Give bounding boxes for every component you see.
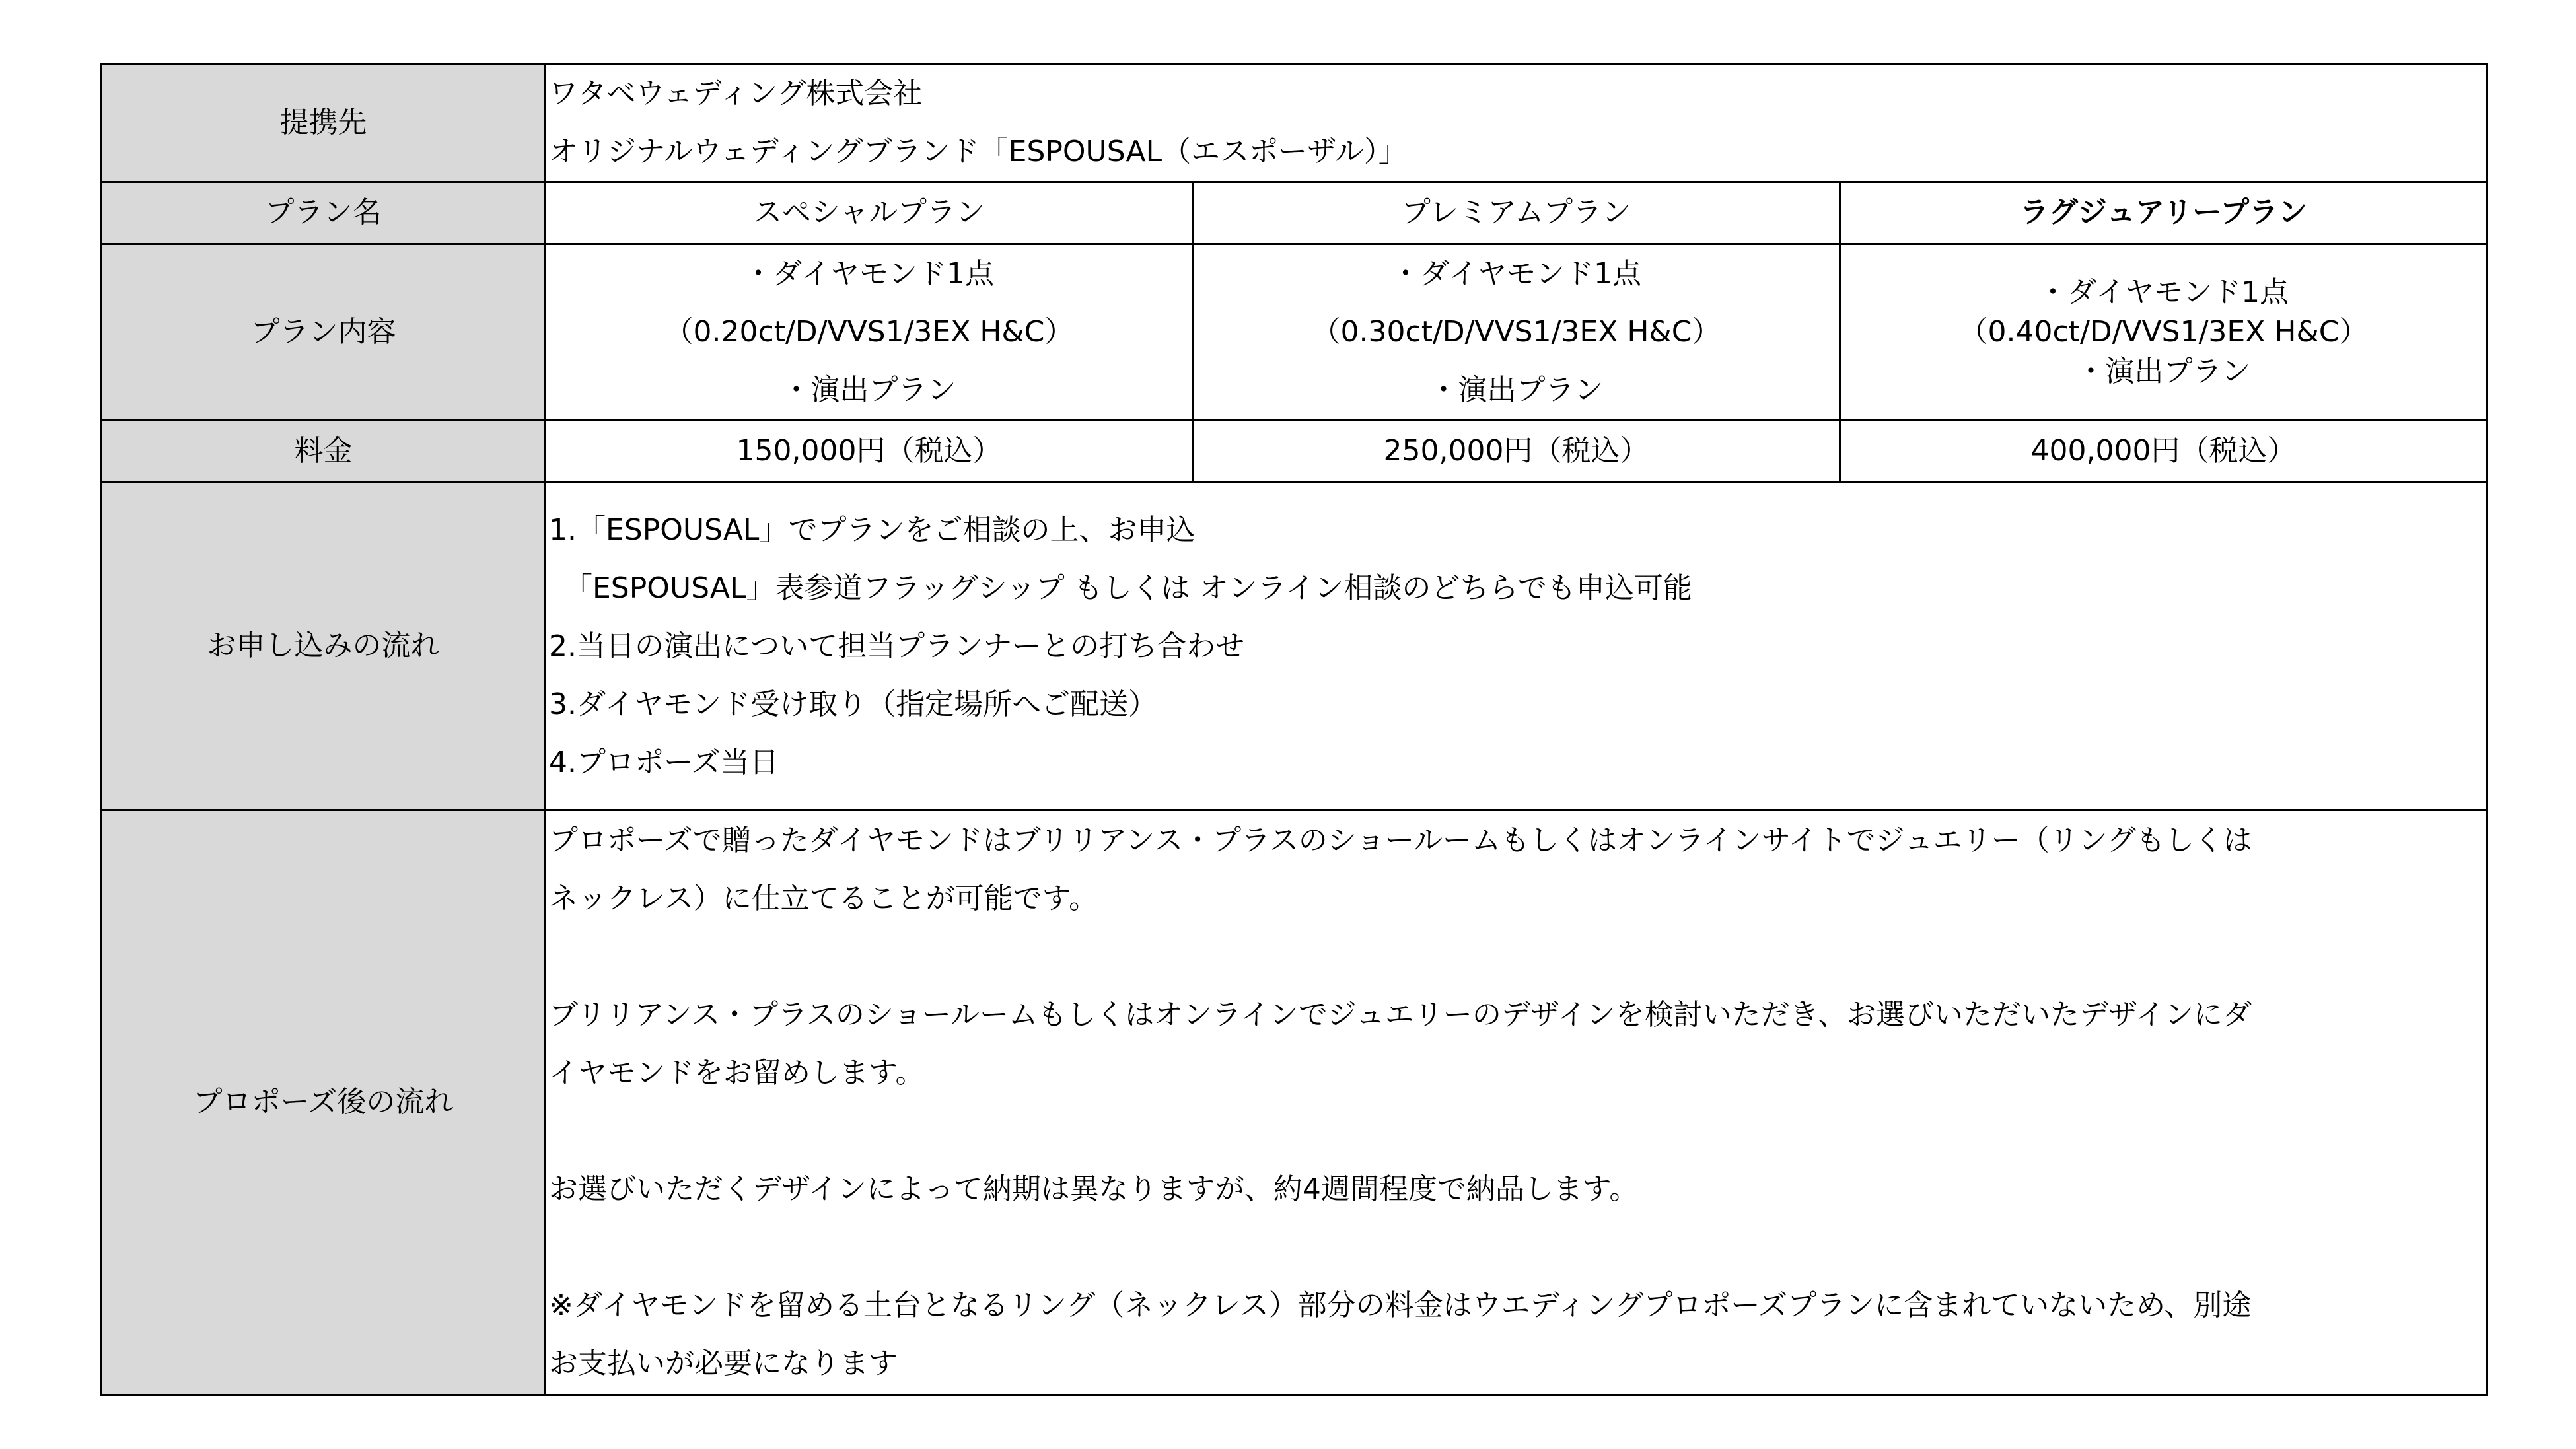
flow-step-1-note: 「ESPOUSAL」表参道フラッグシップ もしくは オンライン相談のどちらでも申込可能 <box>549 571 1692 605</box>
partner-value <box>546 64 2487 182</box>
plan-content-special <box>546 244 1193 421</box>
content-diamond: ・ダイヤモンド1点 <box>743 257 995 291</box>
after-blank-line <box>549 1219 2486 1277</box>
content-spec: （0.30ct/D/VVS1/3EX H&C） <box>1311 315 1721 349</box>
plan-name-premium: プレミアムプラン <box>1193 182 1840 244</box>
after-text-line: イヤモンドをお留めします。 <box>549 1056 925 1090</box>
plan-content-row <box>102 244 2487 421</box>
price-label: 料金 <box>102 421 546 483</box>
plan-name-luxury: ラグジュアリープラン <box>1840 182 2487 244</box>
content-diamond: ・ダイヤモンド1点 <box>1390 257 1642 291</box>
plan-name-label: プラン名 <box>102 182 546 244</box>
content-staging: ・演出プラン <box>1429 373 1604 407</box>
after-blank-line <box>549 928 2486 986</box>
flow-step-2: 2.当日の演出について担当プランナーとの打ち合わせ <box>549 629 1245 663</box>
application-flow-row <box>102 483 2487 810</box>
partner-company: ワタベウェディング株式会社 <box>549 77 923 110</box>
flow-step-1: 1.「ESPOUSAL」でプランをご相談の上、お申込 <box>549 512 1196 547</box>
after-proposal-label: プロポーズ後の流れ <box>102 810 546 1395</box>
after-text-line: ブリリアンス・プラスのショールームもしくはオンラインでジュエリーのデザインを検討いただき、お選びいただいたデザインにダ <box>549 998 2252 1032</box>
plan-content-luxury <box>1840 244 2487 421</box>
after-text-line: お選びいただくデザインによって納期は異なりますが、約4週間程度で納品します。 <box>549 1172 1639 1206</box>
plan-content-label: プラン内容 <box>102 244 546 421</box>
after-note-line: ※ダイヤモンドを留める土台となるリング（ネックレス）部分の料金はウエディングプロポーズプランに含まれていないため、別途 <box>549 1289 2252 1322</box>
plan-name-row <box>102 182 2487 244</box>
plan-name-special: スペシャルプラン <box>546 182 1193 244</box>
after-note-line: お支払いが必要になります <box>549 1347 898 1380</box>
content-staging: ・演出プラン <box>2076 355 2251 388</box>
after-proposal-row <box>102 810 2487 1395</box>
after-blank-line <box>549 1102 2486 1160</box>
content-spec: （0.40ct/D/VVS1/3EX H&C） <box>1958 315 2369 349</box>
price-row <box>102 421 2487 483</box>
application-flow-label: お申し込みの流れ <box>102 483 546 810</box>
partner-row <box>102 64 2487 182</box>
price-luxury: 400,000円（税込） <box>1840 421 2487 483</box>
content-diamond: ・ダイヤモンド1点 <box>2038 275 2289 309</box>
price-premium: 250,000円（税込） <box>1193 421 1840 483</box>
after-text-line: プロポーズで贈ったダイヤモンドはブリリアンス・プラスのショールームもしくはオンラインサイトでジュエリー（リングもしくは <box>549 824 2252 857</box>
flow-step-4: 4.プロポーズ当日 <box>549 745 779 779</box>
plan-table <box>100 63 2488 1396</box>
price-special: 150,000円（税込） <box>546 421 1193 483</box>
after-text-line: ネックレス）に仕立てることが可能です。 <box>549 882 1098 915</box>
partner-brand: オリジナルウェディングブランド「ESPOUSAL（エスポーザル）」 <box>549 135 1408 168</box>
after-proposal-value <box>546 810 2487 1395</box>
content-staging: ・演出プラン <box>781 373 956 407</box>
plan-content-premium <box>1193 244 1840 421</box>
application-flow-value <box>546 483 2487 810</box>
partner-label: 提携先 <box>102 64 546 182</box>
content-spec: （0.20ct/D/VVS1/3EX H&C） <box>664 315 1074 349</box>
flow-step-3: 3.ダイヤモンド受け取り（指定場所へご配送） <box>549 687 1158 721</box>
